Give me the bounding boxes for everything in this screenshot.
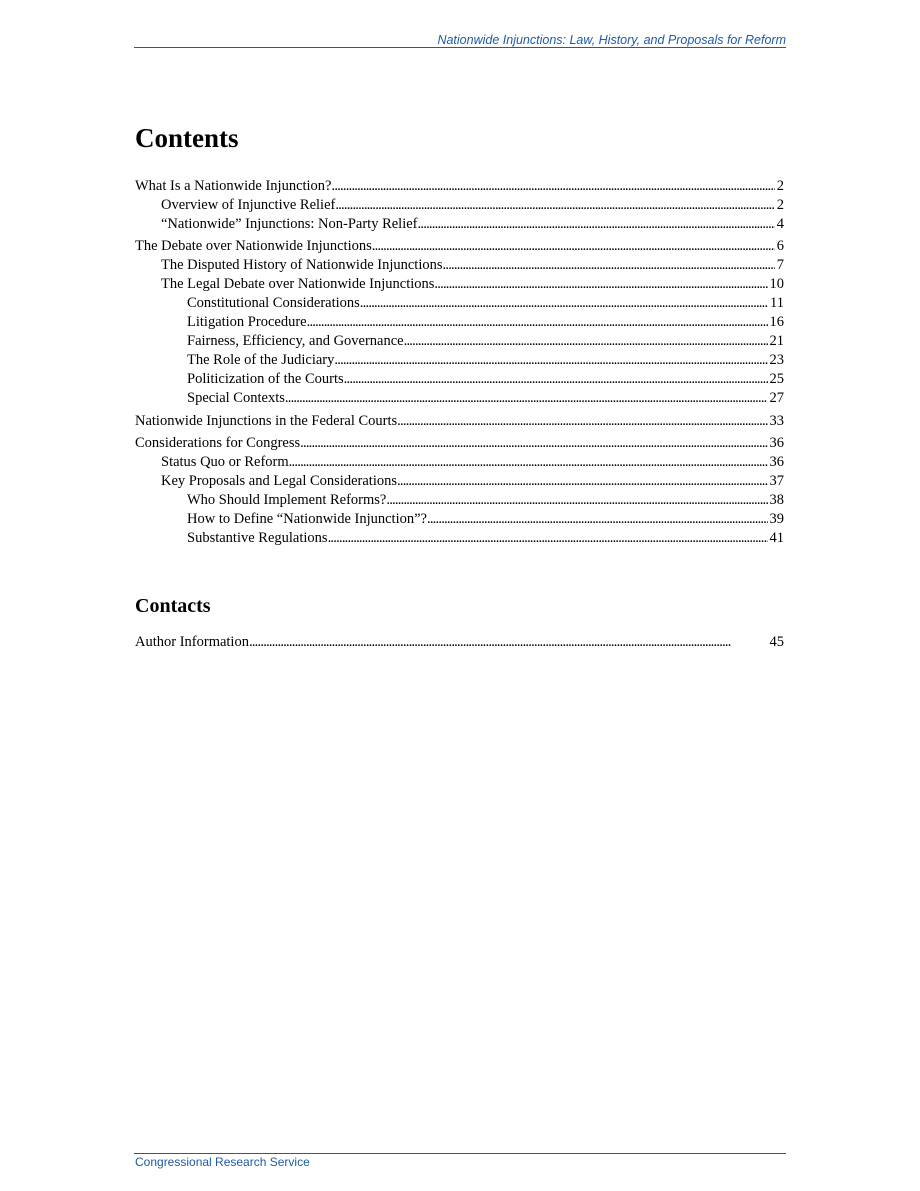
toc-entry-label[interactable]: Politicization of the Courts [187, 371, 344, 387]
toc-entry-label[interactable]: “Nationwide” Injunctions: Non-Party Relief [161, 215, 418, 232]
toc-entry[interactable] [135, 177, 784, 196]
toc-entry-page-number[interactable]: 10 [769, 276, 784, 292]
toc-entry-label[interactable]: Litigation Procedure [187, 314, 307, 330]
toc-entry-page-number[interactable]: 36 [769, 454, 784, 470]
toc-entry-label[interactable]: Status Quo or Reform [161, 454, 289, 470]
toc-entry-page-number[interactable]: 11 [770, 295, 784, 311]
contacts-list [135, 629, 784, 652]
toc-entry-label[interactable]: What Is a Nationwide Injunction? [135, 177, 332, 194]
toc-entry[interactable] [135, 196, 784, 215]
toc-entry[interactable] [135, 256, 784, 275]
dot-leader [360, 294, 768, 313]
toc-entry-label[interactable]: The Role of the Judiciary [187, 352, 335, 368]
dot-leader [249, 633, 768, 652]
dot-leader [307, 313, 768, 332]
toc-entry-page-number[interactable]: 23 [769, 352, 784, 368]
toc-entry-page-number[interactable]: 7 [776, 257, 784, 273]
footer-organization: Congressional Research Service [135, 1155, 310, 1169]
dot-leader [372, 237, 775, 256]
dot-leader [434, 275, 767, 294]
toc-entry-label[interactable]: The Legal Debate over Nationwide Injunctions [161, 276, 435, 292]
toc-entry[interactable] [135, 275, 784, 294]
toc-entry-page-number[interactable]: 38 [769, 492, 784, 508]
toc-entry-page-number[interactable]: 27 [769, 390, 784, 406]
toc-entry[interactable] [135, 434, 784, 453]
dot-leader [397, 412, 767, 431]
dot-leader [443, 256, 775, 275]
toc-entry-page-number[interactable]: 16 [769, 314, 784, 330]
dot-leader [344, 370, 768, 389]
dot-leader [397, 472, 768, 491]
toc-entry-label[interactable]: The Debate over Nationwide Injunctions [135, 238, 372, 254]
contents-heading: Contents [135, 123, 239, 153]
contacts-heading: Contacts [135, 595, 211, 617]
toc-entry-label[interactable]: Nationwide Injunctions in the Federal Courts [135, 412, 398, 429]
toc-entry[interactable] [135, 294, 784, 313]
toc-entry-page-number[interactable]: 45 [769, 633, 784, 650]
toc-entry-page-number[interactable]: 4 [776, 215, 784, 232]
dot-leader [328, 529, 768, 548]
toc-entry-page-number[interactable]: 36 [769, 435, 784, 451]
toc-entry-label[interactable]: Key Proposals and Legal Considerations [161, 473, 397, 489]
toc-entry-page-number[interactable]: 37 [769, 473, 784, 489]
toc-entry-label[interactable]: Substantive Regulations [187, 530, 328, 546]
toc-entry-page-number[interactable]: 2 [776, 196, 784, 213]
toc-entry-page-number[interactable]: 2 [776, 177, 784, 194]
toc-entry-label[interactable]: Constitutional Considerations [187, 295, 360, 311]
toc-entry[interactable] [135, 237, 784, 256]
toc-entry[interactable] [135, 472, 784, 491]
header-rule [134, 47, 786, 48]
dot-leader [285, 389, 768, 408]
toc-entry[interactable] [135, 510, 784, 529]
toc-entry[interactable] [135, 389, 784, 408]
toc-entry-label[interactable]: Special Contexts [187, 390, 285, 406]
toc-entry[interactable] [135, 453, 784, 472]
dot-leader [334, 351, 767, 370]
dot-leader [335, 196, 774, 215]
running-header-title: Nationwide Injunctions: Law, History, and Proposals for Reform [437, 33, 786, 47]
dot-leader [418, 215, 775, 234]
toc-entry-label[interactable]: Considerations for Congress [135, 435, 301, 451]
toc-entry-page-number[interactable]: 21 [769, 333, 784, 349]
dot-leader [300, 434, 767, 453]
toc-entry[interactable] [135, 332, 784, 351]
toc-entry[interactable] [135, 491, 784, 510]
dot-leader [386, 491, 767, 510]
toc-entry[interactable] [135, 370, 784, 389]
dot-leader [427, 510, 768, 529]
footer-rule [134, 1153, 786, 1154]
toc-entry-label[interactable]: Fairness, Efficiency, and Governance [187, 333, 404, 349]
toc-entry-label[interactable]: Overview of Injunctive Relief [161, 196, 336, 213]
toc-entry-page-number[interactable]: 33 [769, 412, 784, 429]
toc-entry-label[interactable]: Who Should Implement Reforms? [187, 492, 387, 508]
dot-leader [404, 332, 768, 351]
table-of-contents [135, 173, 784, 548]
dot-leader [332, 177, 775, 196]
toc-entry[interactable] [135, 633, 784, 652]
toc-entry[interactable] [135, 412, 784, 431]
toc-entry[interactable] [135, 351, 784, 370]
toc-entry-page-number[interactable]: 25 [769, 371, 784, 387]
toc-entry[interactable] [135, 215, 784, 234]
toc-entry[interactable] [135, 313, 784, 332]
toc-entry-label[interactable]: The Disputed History of Nationwide Injunctions [161, 257, 443, 273]
toc-entry-page-number[interactable]: 39 [769, 511, 784, 527]
toc-entry-page-number[interactable]: 41 [769, 530, 784, 546]
toc-entry-label[interactable]: Author Information [135, 633, 249, 650]
toc-entry-label[interactable]: How to Define “Nationwide Injunction”? [187, 511, 427, 527]
toc-entry-page-number[interactable]: 6 [776, 238, 784, 254]
dot-leader [289, 453, 768, 472]
toc-entry[interactable] [135, 529, 784, 548]
